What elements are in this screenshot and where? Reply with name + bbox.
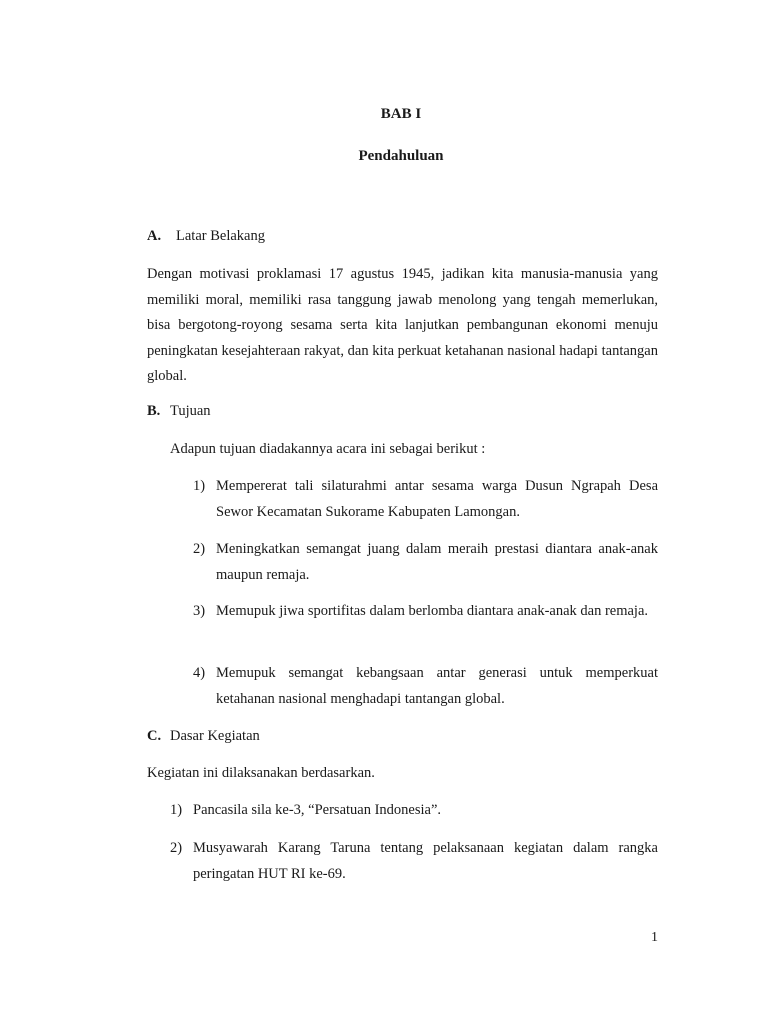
list-item-number: 3) — [193, 603, 206, 619]
section-c-heading — [147, 724, 260, 749]
list-item-number: 4) — [193, 665, 206, 681]
list-item-text: Memupuk semangat kebangsaan antar generasi untuk memperkuat ketahanan nasional menghadapi tantangan global. — [216, 665, 658, 707]
list-item-number: 2) — [193, 541, 206, 557]
page-number: 1 — [651, 930, 658, 945]
section-a-heading — [147, 224, 265, 249]
list-item-text: Musyawarah Karang Taruna tentang pelaksanaan kegiatan dalam rangka peringatan HUT RI ke-69. — [193, 840, 658, 882]
section-a-letter: A. — [147, 228, 162, 244]
list-item-text: Meningkatkan semangat juang dalam meraih prestasi diantara anak-anak maupun remaja. — [216, 541, 658, 583]
list-item-text: Mempererat tali silaturahmi antar sesama warga Dusun Ngrapah Desa Sewor Kecamatan Sukorame Kabupaten Lamongan. — [216, 478, 658, 520]
section-c-intro: Kegiatan ini dilaksanakan berdasarkan. — [147, 765, 375, 781]
section-c-title: Dasar Kegiatan — [170, 728, 260, 744]
chapter-title: Pendahuluan — [358, 148, 444, 164]
section-a-title: Latar Belakang — [176, 228, 265, 244]
list-item-number: 2) — [170, 840, 183, 856]
chapter-label: BAB I — [380, 106, 422, 122]
list-item-text: Pancasila sila ke-3, “Persatuan Indonesia”. — [193, 802, 442, 818]
section-b-heading — [147, 399, 211, 424]
section-a-paragraph: Dengan motivasi proklamasi 17 agustus 1945, jadikan kita manusia-manusia yang memiliki moral, memiliki rasa tanggung jawab menolong yang tengah memerlukan, bisa bergotong-royong sesama serta kita lanjutkan pembangunan ekonomi menuju peningkatan kesejahteraan rakyat, dan kita perkuat ketahanan nasional hadapi tantangan global. — [147, 266, 658, 384]
list-item-number: 1) — [193, 478, 206, 494]
section-b-letter: B. — [147, 403, 161, 419]
list-item-number: 1) — [170, 802, 183, 818]
section-b-title: Tujuan — [170, 403, 211, 419]
section-c-letter: C. — [147, 728, 162, 744]
section-b-intro: Adapun tujuan diadakannya acara ini sebagai berikut : — [170, 441, 486, 457]
list-item-text: Memupuk jiwa sportifitas dalam berlomba diantara anak-anak dan remaja. — [216, 603, 649, 619]
